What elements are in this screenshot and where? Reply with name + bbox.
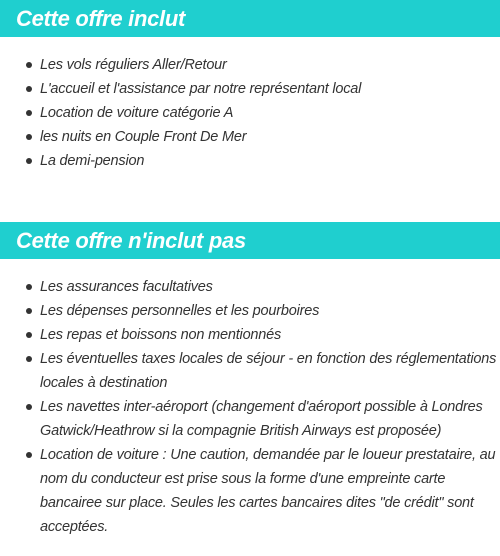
list-item-text: Les repas et boissons non mentionnés (40, 327, 282, 343)
list-item (0, 101, 500, 125)
list-item (0, 443, 500, 539)
bullet-icon (26, 284, 32, 290)
excluded-section-title: Cette offre n'inclut pas (0, 222, 500, 259)
list-item-text: les nuits en Couple Front De Mer (40, 129, 247, 145)
list-item-text: Les éventuelles taxes locales de séjour - en fonction des réglementations locales à destination (40, 351, 497, 391)
bullet-icon (26, 86, 32, 92)
list-item (0, 77, 500, 101)
list-item-text: Location de voiture : Une caution, demandée par le loueur prestataire, au nom du conducteur est prise sous la forme d'une empreinte carte bancairee sur place. Seules les cartes bancaires dites "de crédit" sont acceptées. (40, 447, 496, 535)
bullet-icon (26, 110, 32, 116)
bullet-icon (26, 134, 32, 140)
list-item (0, 323, 500, 347)
list-item-text: Les navettes inter-aéroport (changement d'aéroport possible à Londres Gatwick/Heathrow si la compagnie British Airways est proposée) (40, 399, 483, 439)
excluded-list (0, 275, 500, 539)
list-item (0, 275, 500, 299)
list-item (0, 347, 500, 395)
bullet-icon (26, 452, 32, 458)
bullet-icon (26, 356, 32, 362)
list-item-text: Les dépenses personnelles et les pourboires (40, 303, 320, 319)
bullet-icon (26, 404, 32, 410)
list-item (0, 299, 500, 323)
list-item (0, 53, 500, 77)
bullet-icon (26, 308, 32, 314)
list-item (0, 395, 500, 443)
included-list (0, 53, 500, 173)
bullet-icon (26, 332, 32, 338)
list-item-text: La demi-pension (40, 153, 145, 169)
list-item-text: Location de voiture catégorie A (40, 105, 234, 121)
bullet-icon (26, 62, 32, 68)
list-item-text: L'accueil et l'assistance par notre représentant local (40, 81, 362, 97)
included-section-title: Cette offre inclut (0, 0, 500, 37)
list-item (0, 149, 500, 173)
list-item-text: Les vols réguliers Aller/Retour (40, 57, 227, 73)
list-item (0, 125, 500, 149)
bullet-icon (26, 158, 32, 164)
list-item-text: Les assurances facultatives (40, 279, 213, 295)
